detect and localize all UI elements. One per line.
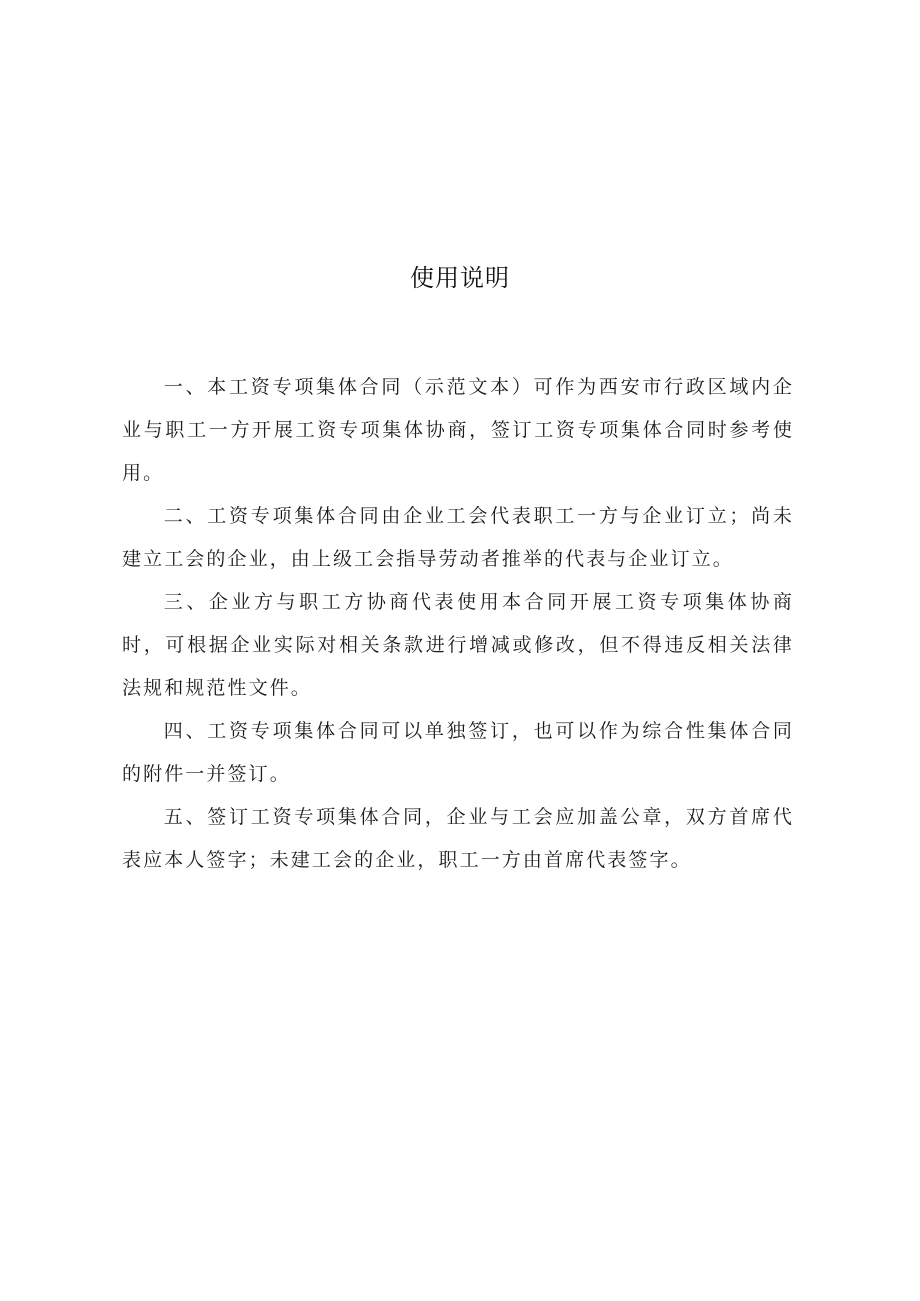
page-title: 使用说明 (410, 264, 510, 292)
instruction-paragraph-4: 四、工资专项集体合同可以单独签订，也可以作为综合性集体合同的附件一并签订。 (122, 720, 794, 785)
instruction-paragraph-3: 三、企业方与职工方协商代表使用本合同开展工资专项集体协商时，可根据企业实际对相关条款进行增减或修改，但不得违反相关法律法规和规范性文件。 (122, 591, 794, 699)
instruction-paragraph-2: 二、工资专项集体合同由企业工会代表职工一方与企业订立；尚未建立工会的企业，由上级工会指导劳动者推举的代表与企业订立。 (122, 505, 794, 570)
instruction-paragraph-1: 一、本工资专项集体合同（示范文本）可作为西安市行政区域内企业与职工一方开展工资专项集体协商，签订工资专项集体合同时参考使用。 (122, 376, 794, 484)
instruction-paragraph-5: 五、签订工资专项集体合同，企业与工会应加盖公章，双方首席代表应本人签字；未建工会的企业，职工一方由首席代表签字。 (122, 806, 794, 871)
instructions-body (122, 366, 794, 882)
